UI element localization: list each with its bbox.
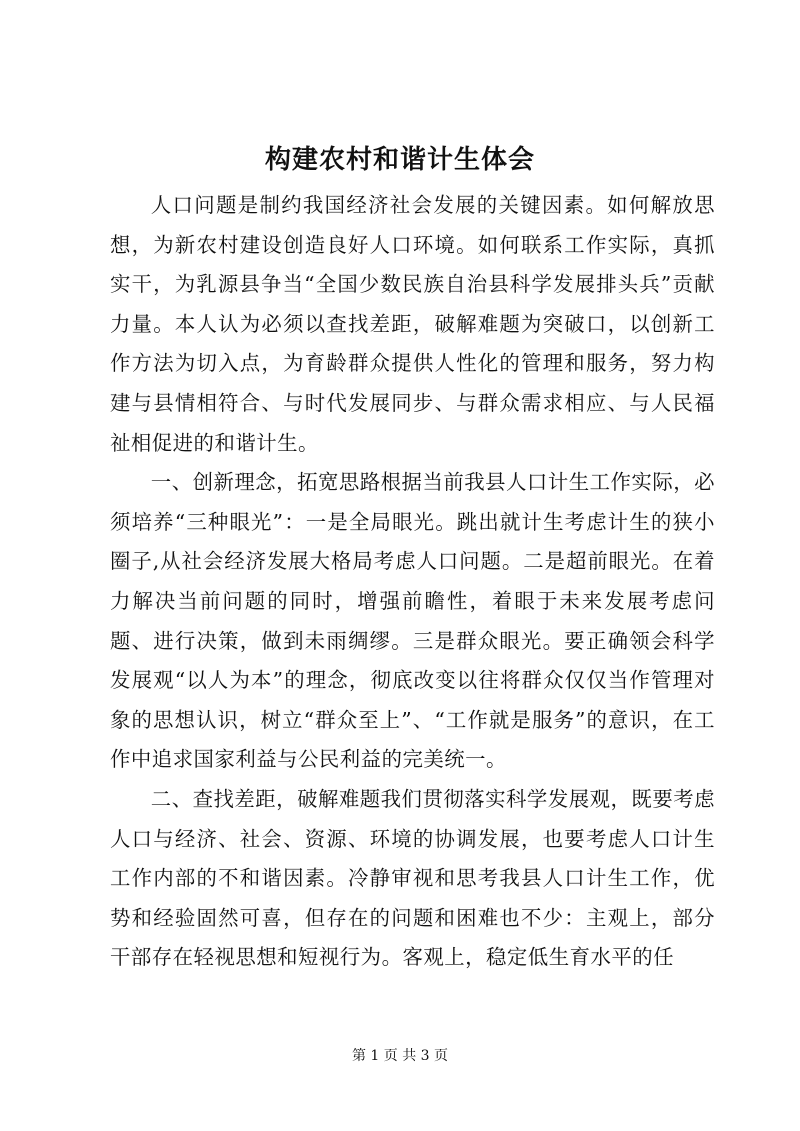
page-footer: 第 1 页 共 3 页: [351, 1048, 449, 1064]
document-body: [110, 186, 715, 978]
paragraph-section-two: 二、查找差距，破解难题我们贯彻落实科学发展观，既要考虑人口与经济、社会、资源、环境的协调发展，也要考虑人口计生工作内部的不和谐因素。冷静审视和思考我县人口计生工作，优势和经验固然可喜，但存在的问题和困难也不少：主观上，部分干部存在轻视思想和短视行为。客观上，稳定低生育水平的任: [110, 786, 715, 970]
document-title: 构建农村和谐计生体会: [264, 145, 535, 175]
paragraph-intro: 人口问题是制约我国经济社会发展的关键因素。如何解放思想，为新农村建设创造良好人口环境。如何联系工作实际，真抓实干，为乳源县争当“全国少数民族自治县科学发展排头兵”贡献力量。本人认为必须以查找差距，破解难题为突破口，以创新工作方法为切入点，为育龄群众提供人性化的管理和服务，努力构建与县情相符合、与时代发展同步、与群众需求相应、与人民福祉相促进的和谐计生。: [110, 193, 715, 455]
paragraph-section-one: 一、创新理念，拓宽思路根据当前我县人口计生工作实际，必须培养“三种眼光”：一是全局眼光。跳出就计生考虑计生的狭小圈子,从社会经济发展大格局考虑人口问题。二是超前眼光。在着力解决当前问题的同时，增强前瞻性，着眼于未来发展考虑问题、进行决策，做到未雨绸缪。三是群众眼光。要正确领会科学发展观“以人为本”的理念，彻底改变以往将群众仅仅当作管理对象的思想认识，树立“群众至上”、“工作就是服务”的意识，在工作中追求国家利益与公民利益的完美统一。: [110, 470, 715, 772]
